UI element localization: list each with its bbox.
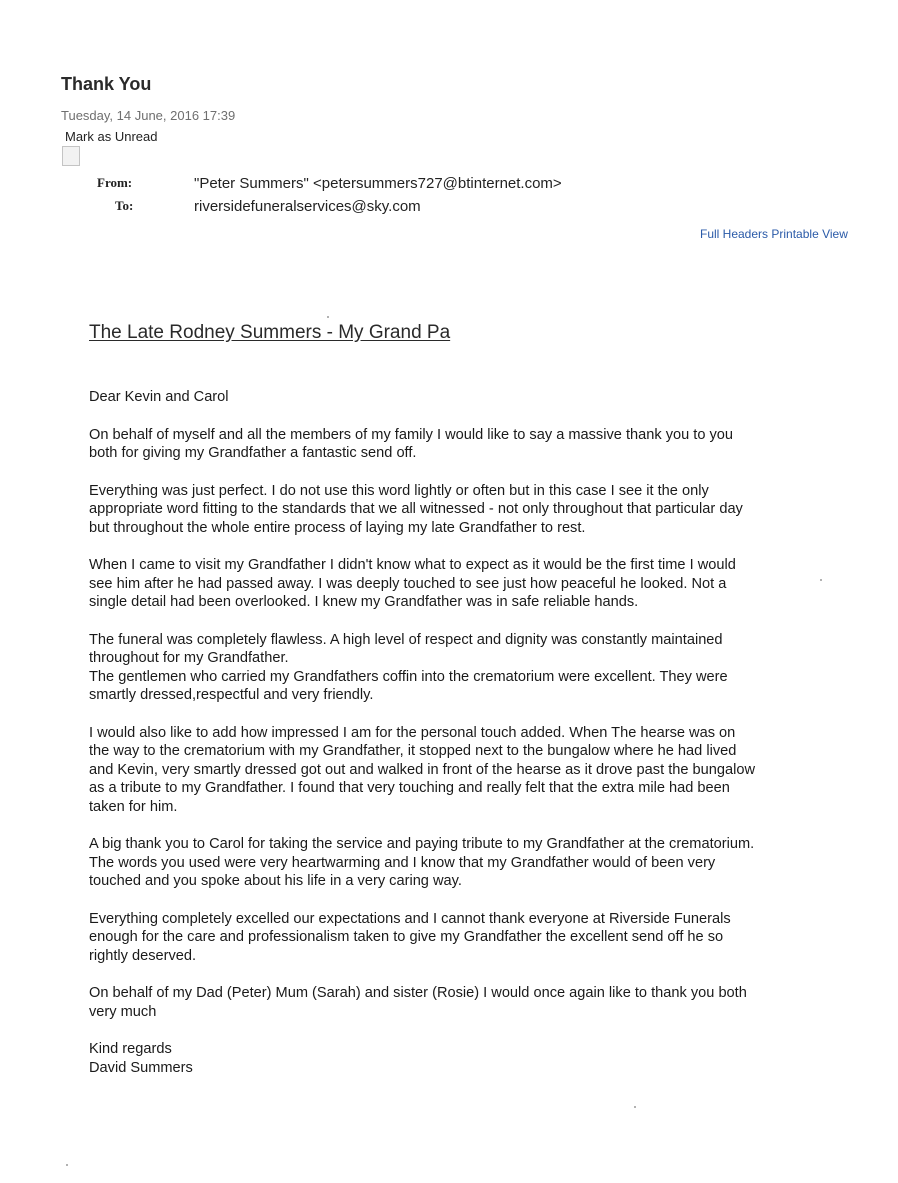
paragraph: Everything completely excelled our expectations and I cannot thank everyone at Riverside Funerals enough for the care and professionalism taken to give my Grandfather the excellent send off he so rightly deserved. (89, 910, 731, 964)
printable-view-link[interactable]: Printable View (771, 227, 848, 241)
scan-speck (634, 1106, 636, 1108)
paragraph: A big thank you to Carol for taking the service and paying tribute to my Grandfather at the crematorium. The words you used were very heartwarming and I know that my Grandfather would of been very touched and you spoke about his life in a very caring way. (89, 836, 755, 889)
signature: Kind regards David Summers (89, 1041, 193, 1076)
to-label: To: (115, 198, 134, 213)
email-date: Tuesday, 14 June, 2016 17:39 (61, 108, 236, 123)
letter-title: The Late Rodney Summers - My Grand Pa (89, 322, 451, 343)
to-value: riversidefuneralservices@sky.com (194, 198, 421, 215)
salutation: Dear Kevin and Carol (89, 389, 229, 405)
mark-as-unread-link[interactable]: Mark as Unread (65, 129, 158, 144)
paragraph: Everything was just perfect. I do not use this word lightly or often but in this case I see it the only appropriate word fitting to the standards that we all witnessed - not only throughout that particular day but throughout the whole entire process of laying my late Grandfather to rest. (89, 482, 743, 536)
from-value: "Peter Summers" <petersummers727@btinternet.com> (194, 175, 562, 192)
paragraph: On behalf of myself and all the members of my family I would like to say a massive thank you to you both for giving my Grandfather a fantastic send off. (89, 426, 734, 461)
select-checkbox[interactable] (62, 146, 80, 166)
from-label: From: (97, 175, 133, 190)
letter-body (89, 388, 831, 1077)
scan-speck (66, 1164, 68, 1166)
scan-speck (820, 579, 822, 581)
paragraph: When I came to visit my Grandfather I didn't know what to expect as it would be the first time I would see him after he had passed away. I was deeply touched to see just how peaceful he looked. Not a single detail had been overlooked. I knew my Grandfather was in safe reliable hands. (89, 557, 736, 610)
paragraph: I would also like to add how impressed I am for the personal touch added. When The hearse was on the way to the crematorium with my Grandfather, it stopped next to the bungalow where he had lived and Kevin, very smartly dressed got out and walked in front of the hearse as it drove past the bungalow as a tribute to my Grandfather. I found that very touching and really felt that the extra mile had been taken for him. (89, 724, 756, 815)
scan-speck (327, 316, 329, 318)
header-links (700, 227, 848, 241)
email-subject: Thank You (61, 74, 152, 94)
full-headers-link[interactable]: Full Headers (700, 227, 769, 241)
paragraph: The funeral was completely flawless. A high level of respect and dignity was constantly maintained throughout for my Grandfather. The gentlemen who carried my Grandfathers coffin into the crematorium were excellent. They were smartly dressed,respectful and very friendly. (89, 631, 728, 703)
paragraph: On behalf of my Dad (Peter) Mum (Sarah) and sister (Rosie) I would once again like to thank you both very much (89, 985, 747, 1020)
